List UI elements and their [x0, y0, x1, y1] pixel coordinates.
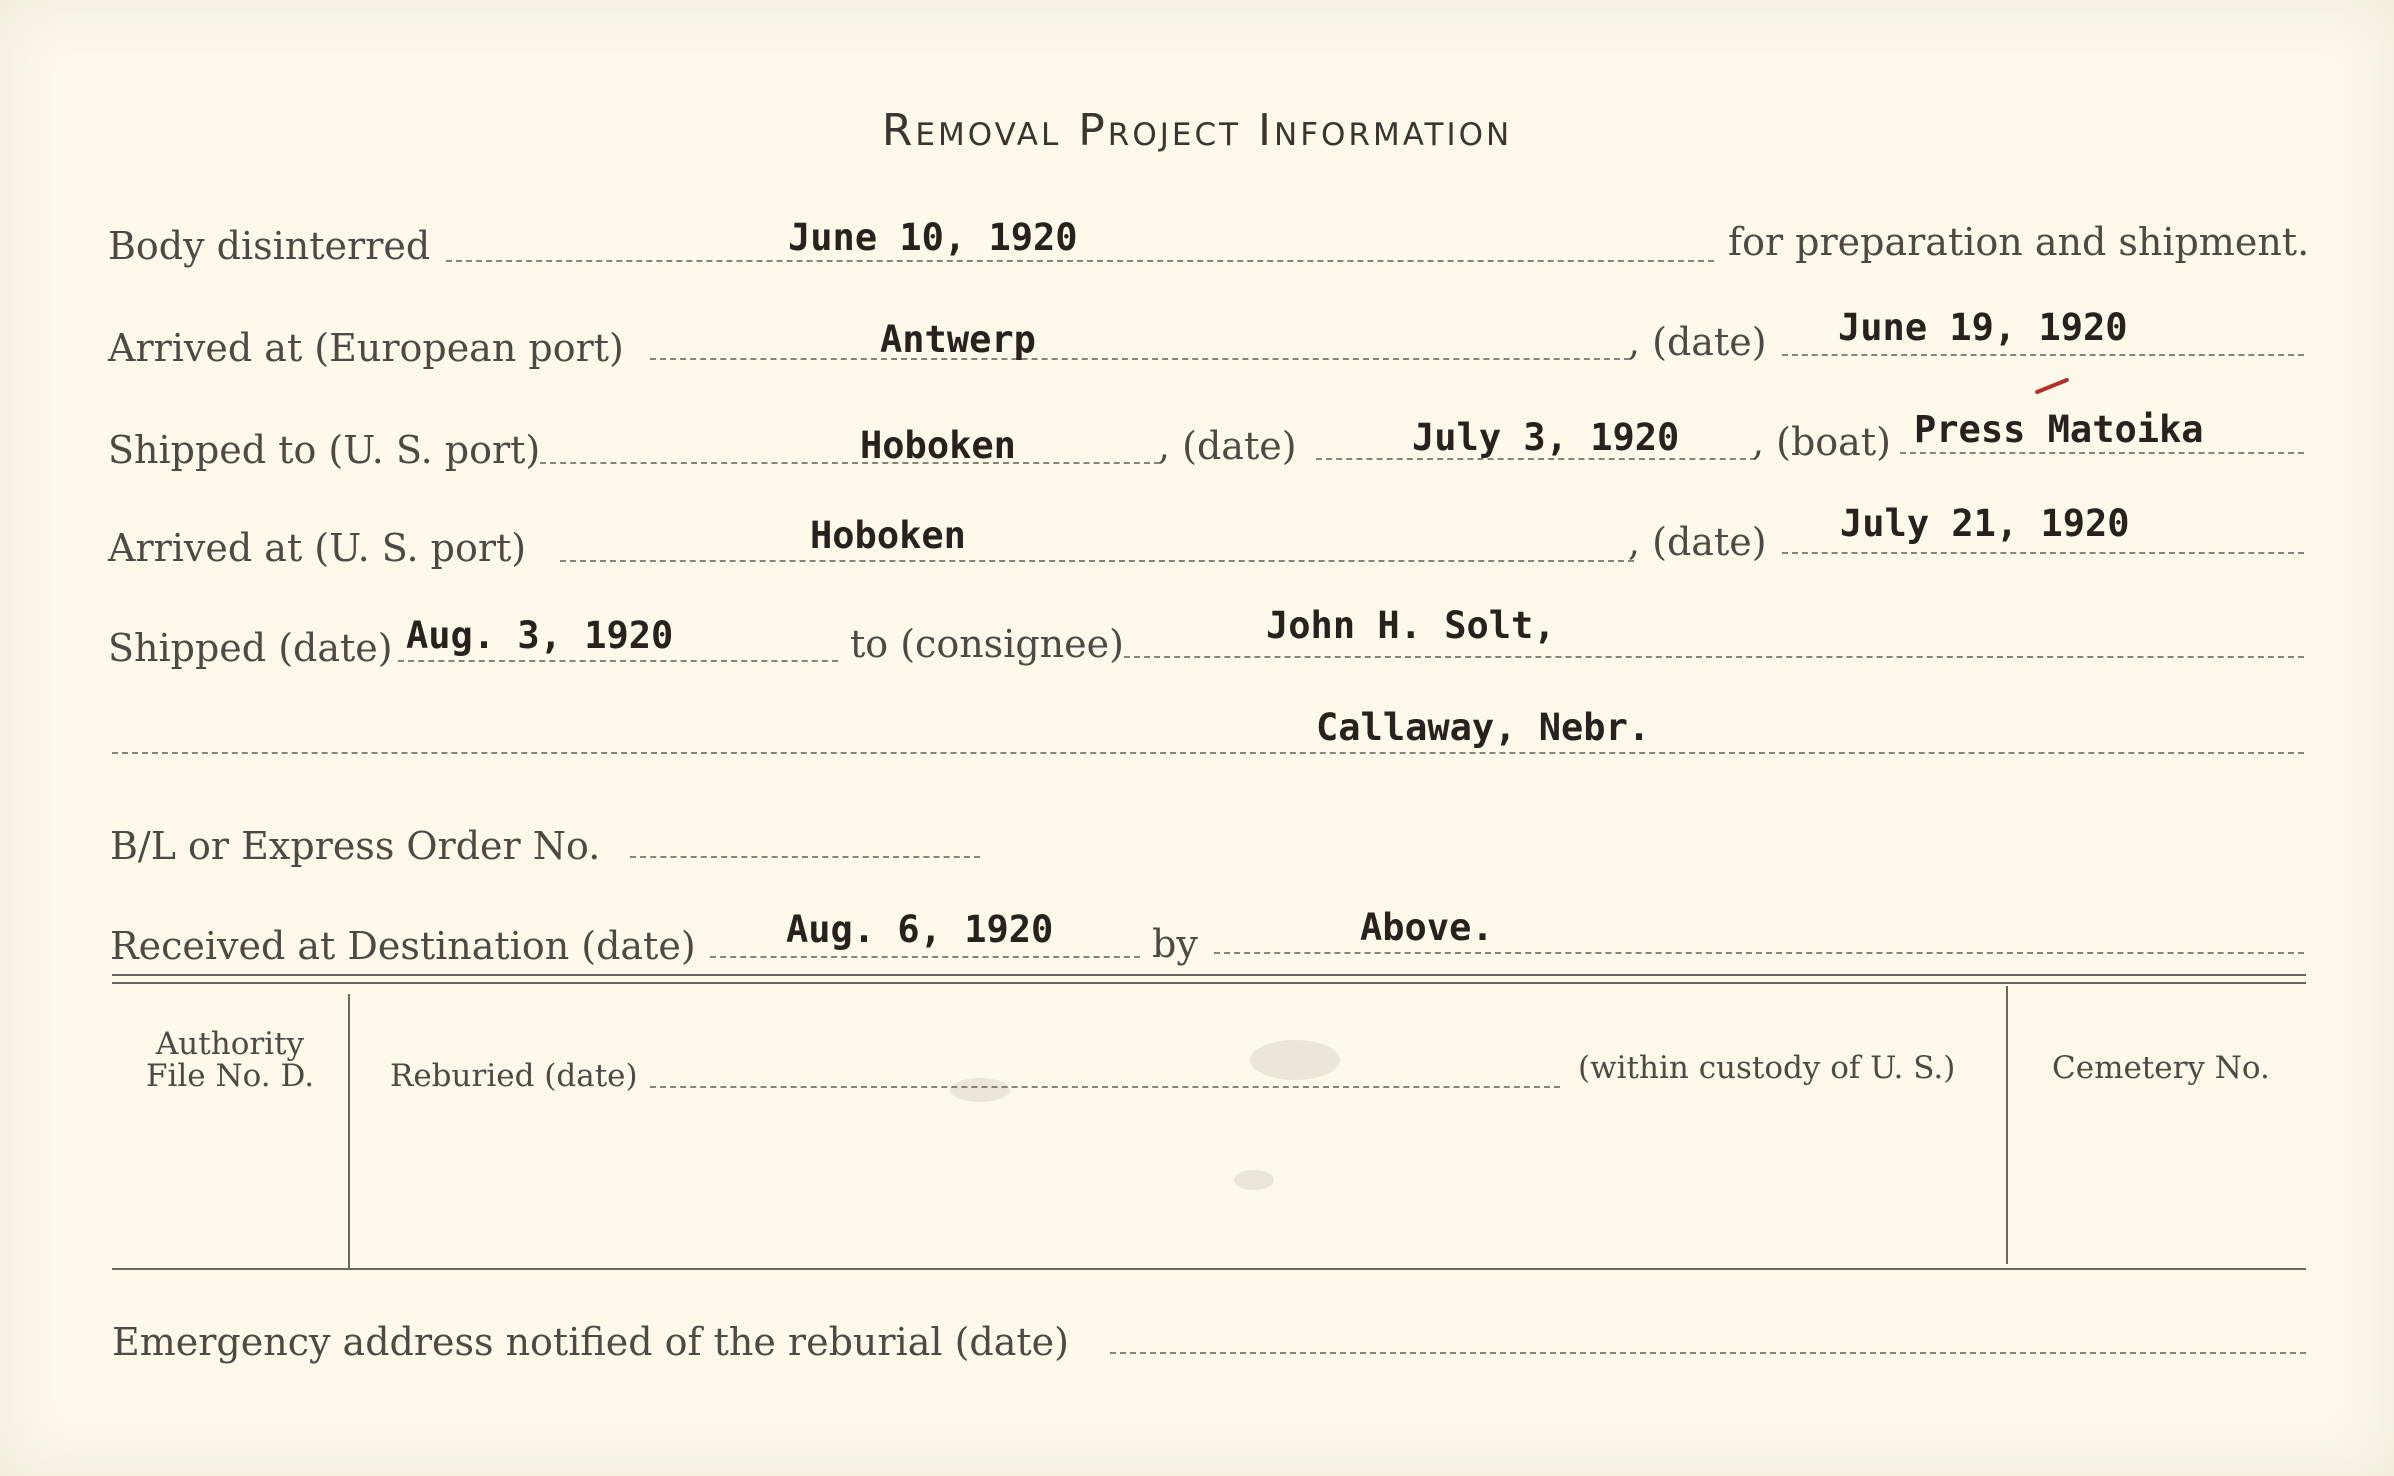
bl-order-label: B/L or Express Order No. [110, 824, 601, 868]
reburied-label: Reburied (date) [390, 1058, 638, 1094]
emergency-line [1110, 1352, 2306, 1354]
cemetery-label: Cemetery No. [2052, 1050, 2270, 1086]
preparation-shipment-label: for preparation and shipment. [1728, 220, 2310, 264]
shipped-date-label: Shipped (date) [108, 626, 393, 670]
box-top-rule-2 [112, 982, 2306, 984]
received-by-line [1214, 952, 2304, 954]
consignee-label: to (consignee) [850, 622, 1124, 666]
received-by-label: by [1152, 922, 1198, 966]
red-correction-mark [2035, 377, 2070, 394]
received-label: Received at Destination (date) [110, 924, 696, 968]
consignee-line [1124, 656, 2304, 658]
box-divider-right [2006, 986, 2008, 1264]
shipped-us-date-value: July 3, 1920 [1412, 416, 1680, 459]
box-bottom-rule [112, 1268, 2306, 1270]
shipped-us-boat-value: Press Matoika [1914, 408, 2204, 451]
shipped-us-value: Hoboken [860, 424, 1016, 467]
arrived-european-line [650, 358, 1630, 360]
arrived-us-date-value: July 21, 1920 [1840, 502, 2130, 545]
body-disinterred-value: June 10, 1920 [788, 216, 1078, 259]
body-disinterred-line [446, 260, 1714, 262]
received-date-line [710, 956, 1140, 958]
ink-smudge [1234, 1170, 1274, 1190]
shipped-us-boat-line [1900, 452, 2304, 454]
shipped-us-date-label: , (date) [1158, 424, 1297, 468]
shipped-date-line [398, 660, 838, 662]
body-disinterred-label: Body disinterred [108, 224, 431, 268]
shipped-date-value: Aug. 3, 1920 [406, 614, 674, 657]
shipped-us-label: Shipped to (U. S. port) [108, 428, 541, 472]
arrived-us-label: Arrived at (U. S. port) [108, 526, 527, 570]
received-date-value: Aug. 6, 1920 [786, 908, 1054, 951]
ink-smudge [1250, 1040, 1340, 1080]
arrived-us-date-label: , (date) [1628, 520, 1767, 564]
arrived-european-date-label: , (date) [1628, 320, 1767, 364]
box-top-rule-1 [112, 974, 2306, 976]
bl-order-line [630, 856, 980, 858]
arrived-us-line [560, 560, 1634, 562]
arrived-us-value: Hoboken [810, 514, 966, 557]
received-by-value: Above. [1360, 906, 1494, 949]
arrived-us-date-line [1782, 552, 2304, 554]
address-line [112, 752, 2304, 754]
box-divider-left [348, 994, 350, 1270]
reburied-line [650, 1086, 1560, 1088]
arrived-european-date-line [1782, 354, 2304, 356]
arrived-european-label: Arrived at (European port) [108, 326, 624, 370]
shipped-us-boat-label: , (boat) [1752, 420, 1891, 464]
arrived-european-date-value: June 19, 1920 [1838, 306, 2128, 349]
custody-label: (within custody of U. S.) [1578, 1050, 1956, 1086]
shipped-us-line [540, 462, 1160, 464]
card-title: Removal Project Information [881, 105, 1513, 156]
arrived-european-value: Antwerp [880, 318, 1036, 361]
authority-label-1: Authority [155, 1026, 305, 1062]
authority-label-2: File No. D. [145, 1058, 315, 1094]
ink-smudge [950, 1078, 1010, 1102]
consignee-value: John H. Solt, [1266, 604, 1556, 647]
consignee-address: Callaway, Nebr. [1316, 706, 1651, 749]
emergency-label: Emergency address notified of the reburial (date) [112, 1320, 1069, 1364]
